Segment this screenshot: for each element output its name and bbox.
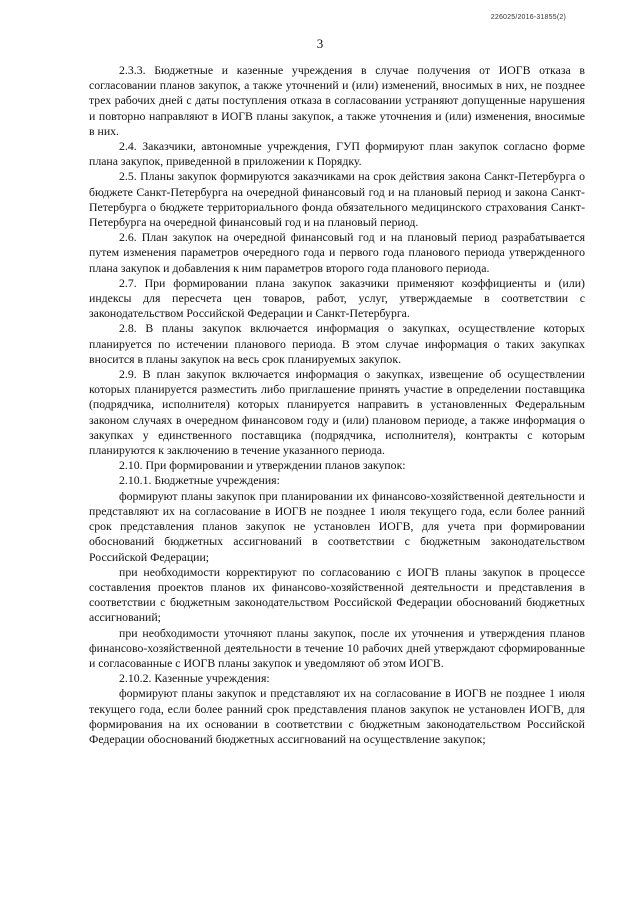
paragraph-2-3-3: 2.3.3. Бюджетные и казенные учреждения в случае получения от ИОГВ отказа в согласовании планов закупок, а также уточнений и (или) изменений, вносимых в них, не позднее трех рабочих дней с даты поступления отказа в согласовании устраняют допущенные нарушения и повторно направляют в ИОГВ планы закупок, а также уточнения и (или) изменения, вносимые в них. [89, 63, 585, 138]
paragraph-budget-form: формируют планы закупок при планировании их финансово-хозяйственной деятельности и представляют их на согласование в ИОГВ не позднее 1 июля текущего года, если более ранний срок представления планов закупок не установлен ИОГВ, для учета при формировании обоснований бюджетных ассигнований в соответствии с бюджетным законодательством Российской Федерации; [89, 488, 585, 564]
paragraph-2-7: 2.7. При формировании плана закупок заказчики применяют коэффициенты и (или) индексы для пересчета цен товаров, работ, услуг, утверждаемые в соответствии с законодательством Российской Федерации и Санкт-Петербурга. [89, 275, 585, 321]
paragraph-budget-update: при необходимости уточняют планы закупок, после их уточнения и утверждения планов финансово-хозяйственной деятельности в течение 10 рабочих дней утверждают сформированные и согласованные с ИОГВ планы закупок и уведомляют об этом ИОГВ. [89, 625, 585, 670]
paragraph-2-6: 2.6. План закупок на очередной финансовый год и на плановый период разрабатывается путем изменения параметров очередного года и первого года планового периода утвержденного плана закупок и добавления к ним параметров второго года планового периода. [89, 230, 585, 275]
paragraph-budget-correct: при необходимости корректируют по согласованию с ИОГВ планы закупок в процессе составления проектов планов их финансово-хозяйственной деятельности и представления в соответствии с бюджетным законодательством Российской Федерации обоснований бюджетных ассигнований; [89, 564, 585, 625]
paragraph-2-10-1: 2.10.1. Бюджетные учреждения: [119, 473, 280, 488]
paragraph-2-4: 2.4. Заказчики, автономные учреждения, ГУП формируют план закупок согласно форме плана закупок, приведенной в приложении к Порядку. [89, 139, 585, 169]
paragraph-2-8: 2.8. В планы закупок включается информация о закупках, осуществление которых планируется по истечении планового периода. В этом случае информация о таких закупках вносится в планы закупок на весь срок планируемых закупок. [89, 321, 585, 366]
paragraph-state-form: формируют планы закупок и представляют их на согласование в ИОГВ не позднее 1 июля текущего года, если более ранний срок представления планов закупок не установлен ИОГВ, для формирования на их основании в соответствии с бюджетным законодательством Российской Федерации обоснований бюджетных ассигнований на осуществление закупок; [89, 686, 585, 746]
paragraph-2-5: 2.5. Планы закупок формируются заказчиками на срок действия закона Санкт-Петербурга о бюджете Санкт-Петербурга на очередной финансовый год и на плановый период и закона Санкт-Петербурга о бюджете территориального фонда обязательного медицинского страхования Санкт-Петербурга на очередной финансовый год и на плановый период. [89, 169, 585, 230]
document-body [89, 63, 585, 747]
page-number: 3 [316, 36, 324, 51]
paragraph-2-10-2: 2.10.2. Казенные учреждения: [119, 671, 270, 686]
paragraph-2-10: 2.10. При формировании и утверждении планов закупок: [119, 458, 406, 473]
paragraph-2-9: 2.9. В план закупок включается информация о закупках, извещение об осуществлении которых планируется разместить либо приглашение принять участие в определении поставщика (подрядчика, исполнителя) которых планируется направить в установленных Федеральным законом случаях в очередном финансовом году и (или) плановом периоде, а также информация о закупках у единственного поставщика (подрядчика, исполнителя), контракты с которым планируются к заключению в течение указанного периода. [89, 367, 585, 458]
document-id: 226025/2016-31855(2) [490, 14, 566, 21]
